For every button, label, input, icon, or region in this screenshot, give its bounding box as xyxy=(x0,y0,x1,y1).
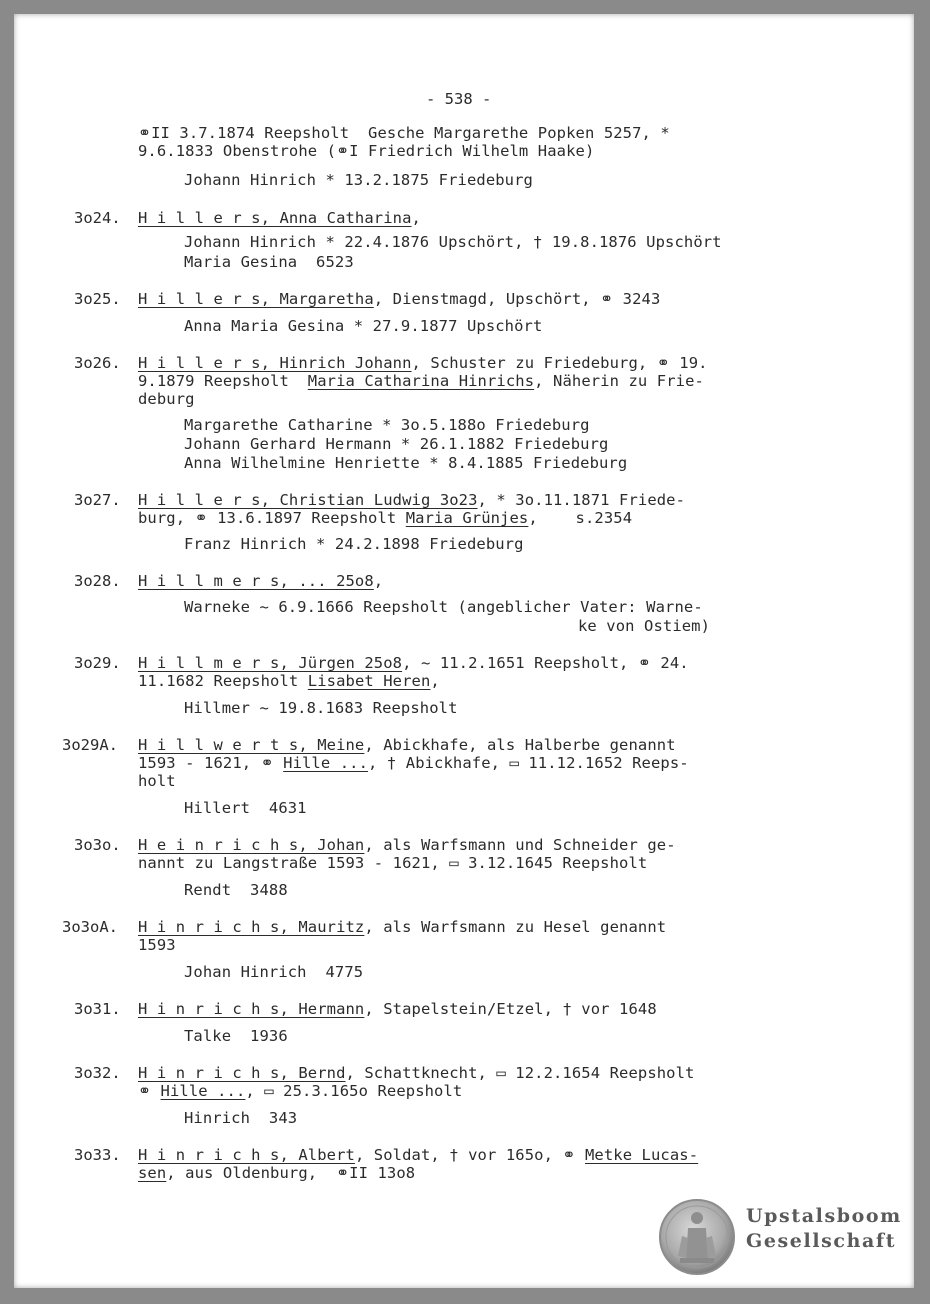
entry-3024-rest: , xyxy=(411,209,421,227)
entry-3024-child-1: Johann Hinrich * 22.4.1876 Upschört, † 19.8.1876 Upschört xyxy=(184,233,722,251)
entry-3032-child-1: Hinrich 343 xyxy=(184,1109,298,1127)
entry-3029A-child-1: Hillert 4631 xyxy=(184,799,307,817)
entry-3024-child-2: Maria Gesina 6523 xyxy=(184,253,354,271)
entry-number-3033: 3o33. xyxy=(74,1146,121,1164)
entry-3033-line-1 xyxy=(138,1146,698,1164)
watermark-text xyxy=(746,1204,902,1254)
intro-line-1-text: ⚭II 3.7.1874 Reepsholt Gesche Margarethe Popken 5257, * xyxy=(138,124,670,142)
entry-3026-child-2: Johann Gerhard Hermann * 26.1.1882 Friedeburg xyxy=(184,435,609,453)
entry-3026-spouse: Maria Catharina Hinrichs xyxy=(307,372,535,390)
entry-3029A-name: H i l l w e r t s, Meine xyxy=(138,736,365,754)
entry-3032-line-1 xyxy=(138,1064,694,1082)
entry-3026-line-2a: 9.1879 Reepsholt xyxy=(138,372,308,390)
entry-3029-rest: , ~ 11.2.1651 Reepsholt, ⚭ 24. xyxy=(402,654,689,672)
entry-3030A-rest: , als Warfsmann zu Hesel genannt xyxy=(364,918,667,936)
entry-number-3031: 3o31. xyxy=(74,1000,121,1018)
entry-3027-rest: , * 3o.11.1871 Friede- xyxy=(477,491,686,509)
entry-3033-spouse-part-1: Metke Lucas- xyxy=(584,1146,699,1164)
intro-line-1 xyxy=(138,124,670,142)
entry-3026-line-2 xyxy=(138,372,704,390)
entry-3027-line-2a: burg, ⚭ 13.6.1897 Reepsholt xyxy=(138,509,406,527)
entry-3032-line-2a: ⚭ xyxy=(138,1082,161,1100)
page-number: - 538 - xyxy=(426,90,492,108)
entry-3029A-rest: , Abickhafe, als Halberbe genannt xyxy=(364,736,676,754)
entry-3030-line-2: nannt zu Langstraße 1593 - 1621, ▭ 3.12.1645 Reepsholt xyxy=(138,854,648,872)
entry-number-3026: 3o26. xyxy=(74,354,121,372)
entry-3024-name: H i l l e r s, Anna Catharina xyxy=(138,209,412,227)
entry-3025-child-1: Anna Maria Gesina * 27.9.1877 Upschört xyxy=(184,317,543,335)
entry-3029-child-1: Hillmer ~ 19.8.1683 Reepsholt xyxy=(184,699,458,717)
entry-3030-name: H e i n r i c h s, Johan xyxy=(138,836,365,854)
entry-3029-spouse: Lisabet Heren xyxy=(307,672,431,690)
entry-3029A-line-2 xyxy=(138,754,689,772)
entry-3030A-line-1 xyxy=(138,918,666,936)
entry-3030-rest: , als Warfsmann und Schneider ge- xyxy=(364,836,676,854)
entry-3030A-child-1: Johan Hinrich 4775 xyxy=(184,963,364,981)
entry-3029-line-2a: 11.1682 Reepsholt xyxy=(138,672,308,690)
entry-3031-line-1 xyxy=(138,1000,657,1018)
entry-3031-rest: , Stapelstein/Etzel, † vor 1648 xyxy=(364,1000,657,1018)
entry-3033-spouse-part-2: sen xyxy=(138,1164,167,1182)
entry-3028-child-1: Warneke ~ 6.9.1666 Reepsholt (angeblicher Vater: Warne- xyxy=(184,598,703,616)
entry-3033-line-2c: , aus Oldenburg, ⚭II 13o8 xyxy=(166,1164,416,1182)
entry-3033-name: H i n r i c h s, Albert xyxy=(138,1146,355,1164)
entry-3026-child-1: Margarethe Catharine * 3o.5.188o Friedeburg xyxy=(184,416,590,434)
entry-3030-line-1 xyxy=(138,836,676,854)
intro-child-1: Johann Hinrich * 13.2.1875 Friedeburg xyxy=(184,171,533,189)
entry-number-3032: 3o32. xyxy=(74,1064,121,1082)
entry-3033-rest: , Soldat, † vor 165o, ⚭ xyxy=(354,1146,585,1164)
entry-3029A-line-2c: , † Abickhafe, ▭ 11.12.1652 Reeps- xyxy=(368,754,689,772)
entry-number-3024: 3o24. xyxy=(74,209,121,227)
entry-3025-line-1 xyxy=(138,290,660,308)
entry-3032-rest: , Schattknecht, ▭ 12.2.1654 Reepsholt xyxy=(345,1064,695,1082)
entry-3032-spouse: Hille ... xyxy=(160,1082,246,1100)
entry-3024-line-1 xyxy=(138,209,421,227)
seal-emblem-icon xyxy=(658,1198,736,1276)
entry-3029A-line-2a: 1593 - 1621, ⚭ xyxy=(138,754,284,772)
entry-3029-line-2 xyxy=(138,672,440,690)
entry-3026-child-3: Anna Wilhelmine Henriette * 8.4.1885 Friedeburg xyxy=(184,454,628,472)
entry-3025-rest: , Dienstmagd, Upschört, ⚭ 3243 xyxy=(373,290,661,308)
entry-3027-name: H i l l e r s, Christian Ludwig 3o23 xyxy=(138,491,478,509)
entry-3028-rest: , xyxy=(373,572,384,590)
entry-3027-line-2 xyxy=(138,509,632,527)
entry-3027-child-1: Franz Hinrich * 24.2.1898 Friedeburg xyxy=(184,535,524,553)
entry-number-3027: 3o27. xyxy=(74,491,121,509)
entry-number-3030: 3o3o. xyxy=(74,836,121,854)
entry-3031-child-1: Talke 1936 xyxy=(184,1027,288,1045)
entry-3028-line-1 xyxy=(138,572,383,590)
entry-3026-line-3: deburg xyxy=(138,390,195,408)
document-page xyxy=(14,14,914,1288)
watermark-line-1: Upstalsboom xyxy=(746,1205,902,1227)
entry-3026-rest: , Schuster zu Friedeburg, ⚭ 19. xyxy=(411,354,708,372)
entry-3029A-line-3: holt xyxy=(138,772,176,790)
entry-3030A-name: H i n r i c h s, Mauritz xyxy=(138,918,365,936)
entry-3026-name: H i l l e r s, Hinrich Johann xyxy=(138,354,412,372)
entry-3029A-line-1 xyxy=(138,736,676,754)
entry-3027-line-1 xyxy=(138,491,685,509)
entry-number-3029A: 3o29A. xyxy=(62,736,118,754)
intro-line-2: 9.6.1833 Obenstrohe (⚭I Friedrich Wilhelm Haake) xyxy=(138,142,595,160)
entry-3029A-spouse: Hille ... xyxy=(283,754,369,772)
entry-3033-line-2 xyxy=(138,1164,415,1182)
entry-3027-line-2c: , s.2354 xyxy=(528,509,633,527)
entry-3029-line-1 xyxy=(138,654,689,672)
entry-number-3029: 3o29. xyxy=(74,654,121,672)
entry-3029-line-2c: , xyxy=(430,672,440,690)
entry-3032-line-2c: , ▭ 25.3.165o Reepsholt xyxy=(245,1082,463,1100)
entry-3029-name: H i l l m e r s, Jürgen 25o8 xyxy=(138,654,403,672)
entry-3026-line-1 xyxy=(138,354,708,372)
entry-3030-child-1: Rendt 3488 xyxy=(184,881,288,899)
entry-3026-line-2c: , Näherin zu Frie- xyxy=(534,372,704,390)
entry-number-3028: 3o28. xyxy=(74,572,121,590)
entry-3031-name: H i n r i c h s, Hermann xyxy=(138,1000,365,1018)
entry-number-3025: 3o25. xyxy=(74,290,121,308)
watermark-line-2: Gesellschaft xyxy=(746,1230,897,1252)
entry-3028-child-2: ke von Ostiem) xyxy=(578,617,711,635)
entry-3030A-line-2: 1593 xyxy=(138,936,176,954)
entry-3032-line-2 xyxy=(138,1082,462,1100)
entry-3027-spouse: Maria Grünjes xyxy=(405,509,529,527)
entry-3025-name: H i l l e r s, Margaretha xyxy=(138,290,374,308)
upstalsboom-watermark xyxy=(658,1198,908,1278)
entry-3028-name: H i l l m e r s, ... 25o8 xyxy=(138,572,374,590)
entry-number-3030A: 3o3oA. xyxy=(62,918,118,936)
entry-3032-name: H i n r i c h s, Bernd xyxy=(138,1064,346,1082)
